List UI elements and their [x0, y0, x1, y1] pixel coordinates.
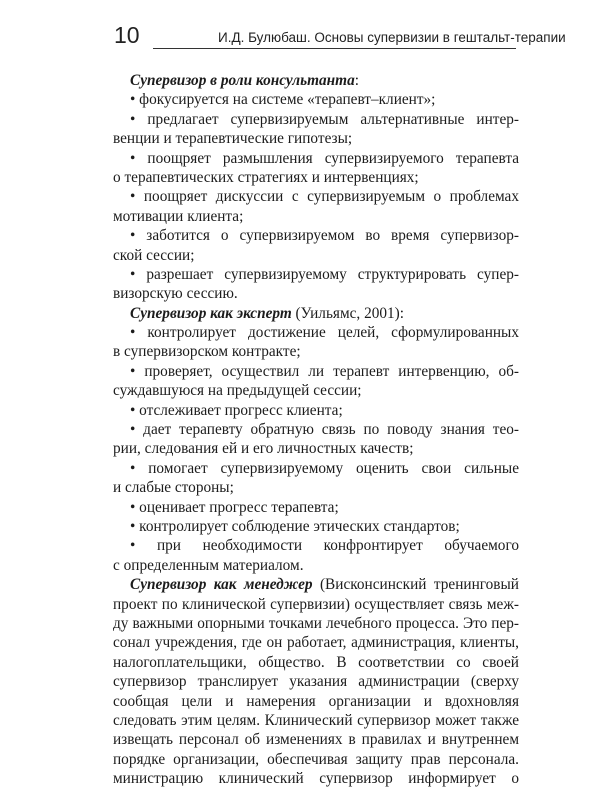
text-run: • при необходимости конфронтирует обучаемого: [130, 537, 519, 555]
text-run: • поощряет размышления супервизируемого терапевта: [130, 149, 519, 167]
text-run: мотивации клиента;: [113, 207, 244, 225]
text-line: [113, 168, 519, 187]
text-line: [113, 187, 519, 206]
text-run: • контролирует достижение целей, сформулированных: [130, 324, 519, 342]
role-heading: Супервизор как менеджер: [130, 576, 313, 594]
role-heading: Супервизор как эксперт: [130, 304, 292, 322]
text-line: [113, 304, 519, 323]
text-line: [113, 401, 519, 420]
text-run: суждавшуюся на предыдущей сессии;: [113, 382, 362, 400]
text-line: [113, 633, 519, 652]
text-run: рии, следования ей и его личностных качеств;: [113, 440, 414, 458]
text-run: порядке организации, обеспечивая защиту прав персонала.: [113, 750, 519, 768]
text-run: в супервизорском контракте;: [113, 343, 301, 361]
text-line: [113, 556, 519, 575]
text-line: [113, 498, 519, 517]
text-line: [113, 246, 519, 265]
text-line: [113, 207, 519, 226]
text-run: • разрешает супервизируемому структурировать супер-: [130, 265, 519, 283]
text-line: [113, 769, 519, 788]
text-line: [113, 284, 519, 303]
page-number: 10: [114, 22, 140, 48]
text-line: [113, 614, 519, 633]
text-line: [113, 595, 519, 614]
text-run: • дает терапевту обратную связь по поводу знания тео-: [130, 421, 519, 439]
text-line: [113, 711, 519, 730]
body-text: [113, 71, 519, 788]
text-line: [113, 672, 519, 691]
text-run: визорскую сессию.: [113, 285, 238, 303]
text-run: • контролирует соблюдение этических стандартов;: [130, 517, 460, 535]
text-line: [113, 265, 519, 284]
text-run: (Уильямс, 2001):: [291, 304, 405, 322]
text-run: супервизор транслирует указания администрации (сверху: [113, 673, 519, 691]
text-run: министрацию клинический супервизор информирует о: [113, 770, 519, 788]
text-run: проект по клинической супервизии) осуществляет связь меж-: [113, 595, 519, 613]
text-line: [113, 517, 519, 536]
text-run: ду важными опорными точками лечебного процесса. Это пер-: [113, 614, 519, 632]
text-line: [113, 420, 519, 439]
running-title: И.Д. Булюбаш. Основы супервизии в гештальт-терапии: [218, 30, 566, 45]
text-line: [113, 536, 519, 555]
text-run: сообщая цели и намерения организации и вдохновляя: [113, 692, 519, 710]
text-line: [113, 575, 519, 594]
text-line: [113, 459, 519, 478]
text-line: [113, 110, 519, 129]
text-run: • проверяет, осуществил ли терапевт интервенцию, об-: [130, 362, 519, 380]
header-rule: [153, 48, 516, 49]
text-line: [113, 226, 519, 245]
text-line: [113, 730, 519, 749]
text-run: налогоплательщики, общество. В соответствии со своей: [113, 653, 519, 671]
text-line: [113, 750, 519, 769]
text-line: [113, 342, 519, 361]
text-run: • оценивает прогресс терапевта;: [130, 498, 339, 516]
text-line: [113, 149, 519, 168]
text-run: венции и терапевтические гипотезы;: [113, 130, 353, 148]
text-line: [113, 692, 519, 711]
text-run: • фокусируется на системе «терапевт–клиент»;: [130, 91, 436, 109]
text-run: :: [354, 72, 359, 89]
text-line: [113, 90, 519, 109]
text-run: • предлагает супервизируемым альтернативные интер-: [130, 110, 519, 128]
text-line: [113, 362, 519, 381]
role-heading: Супервизор в роли консультанта: [130, 72, 355, 89]
text-run: • помогает супервизируемому оценить свои сильные: [130, 459, 519, 477]
text-line: [113, 129, 519, 148]
text-run: о терапевтических стратегиях и интервенциях;: [113, 168, 419, 186]
text-run: • заботится о супервизируемом во время супервизор-: [130, 227, 519, 245]
text-run: • отслеживает прогресс клиента;: [130, 401, 343, 419]
text-line: [113, 381, 519, 400]
text-run: • поощряет дискуссии с супервизируемым о проблемах: [130, 188, 519, 206]
text-run: извещать персонал об изменениях в правилах и внутреннем: [113, 731, 519, 749]
text-run: ской сессии;: [113, 246, 195, 264]
text-run: сонал учреждения, где он работает, администрация, клиенты,: [113, 634, 519, 652]
text-line: [113, 323, 519, 342]
text-line: [113, 439, 519, 458]
text-line: [113, 478, 519, 497]
text-run: следовать этим целям. Клинический супервизор может также: [113, 711, 519, 729]
text-line: [113, 653, 519, 672]
text-line: [113, 71, 519, 90]
text-run: (Висконсинский тренинговый: [312, 576, 519, 594]
text-run: с определенным материалом.: [113, 556, 304, 574]
text-run: и слабые стороны;: [113, 479, 234, 497]
